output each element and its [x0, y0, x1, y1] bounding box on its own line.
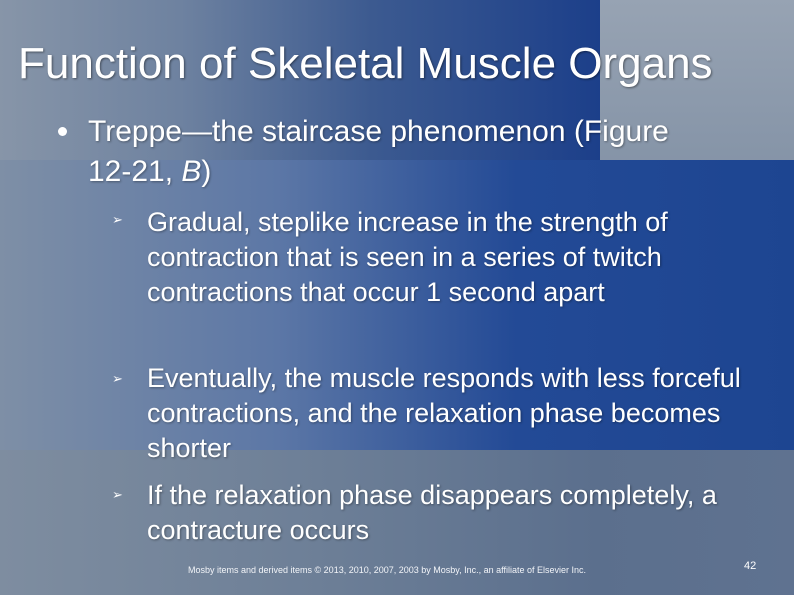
main-bullet-text	[88, 112, 708, 192]
bullet-dot-icon	[58, 127, 67, 136]
subbullet-3: If the relaxation phase disappears completely, a contracture occurs	[147, 480, 717, 545]
subbullet-1: Gradual, steplike increase in the strength of contraction that is seen in a series of twitch contractions that occur 1 second apart	[147, 207, 668, 307]
main-bullet-text-before: Treppe—the staircase phenomenon (Figure 12-21,	[88, 115, 669, 188]
slide-title: Function of Skeletal Muscle Organs	[18, 39, 713, 88]
arrow-bullet-icon: ➢	[112, 487, 123, 502]
page-number: 42	[744, 560, 757, 572]
arrow-bullet-icon: ➢	[112, 371, 123, 386]
copyright-footer: Mosby items and derived items © 2013, 2010, 2007, 2003 by Mosby, Inc., an affiliate of Elsevier Inc.	[188, 565, 587, 575]
subbullet-2: Eventually, the muscle responds with less forceful contractions, and the relaxation phase becomes shorter	[147, 363, 741, 463]
arrow-bullet-icon: ➢	[112, 212, 123, 227]
main-bullet-text-after: )	[201, 155, 212, 188]
main-bullet-text-italic: B	[181, 155, 202, 188]
